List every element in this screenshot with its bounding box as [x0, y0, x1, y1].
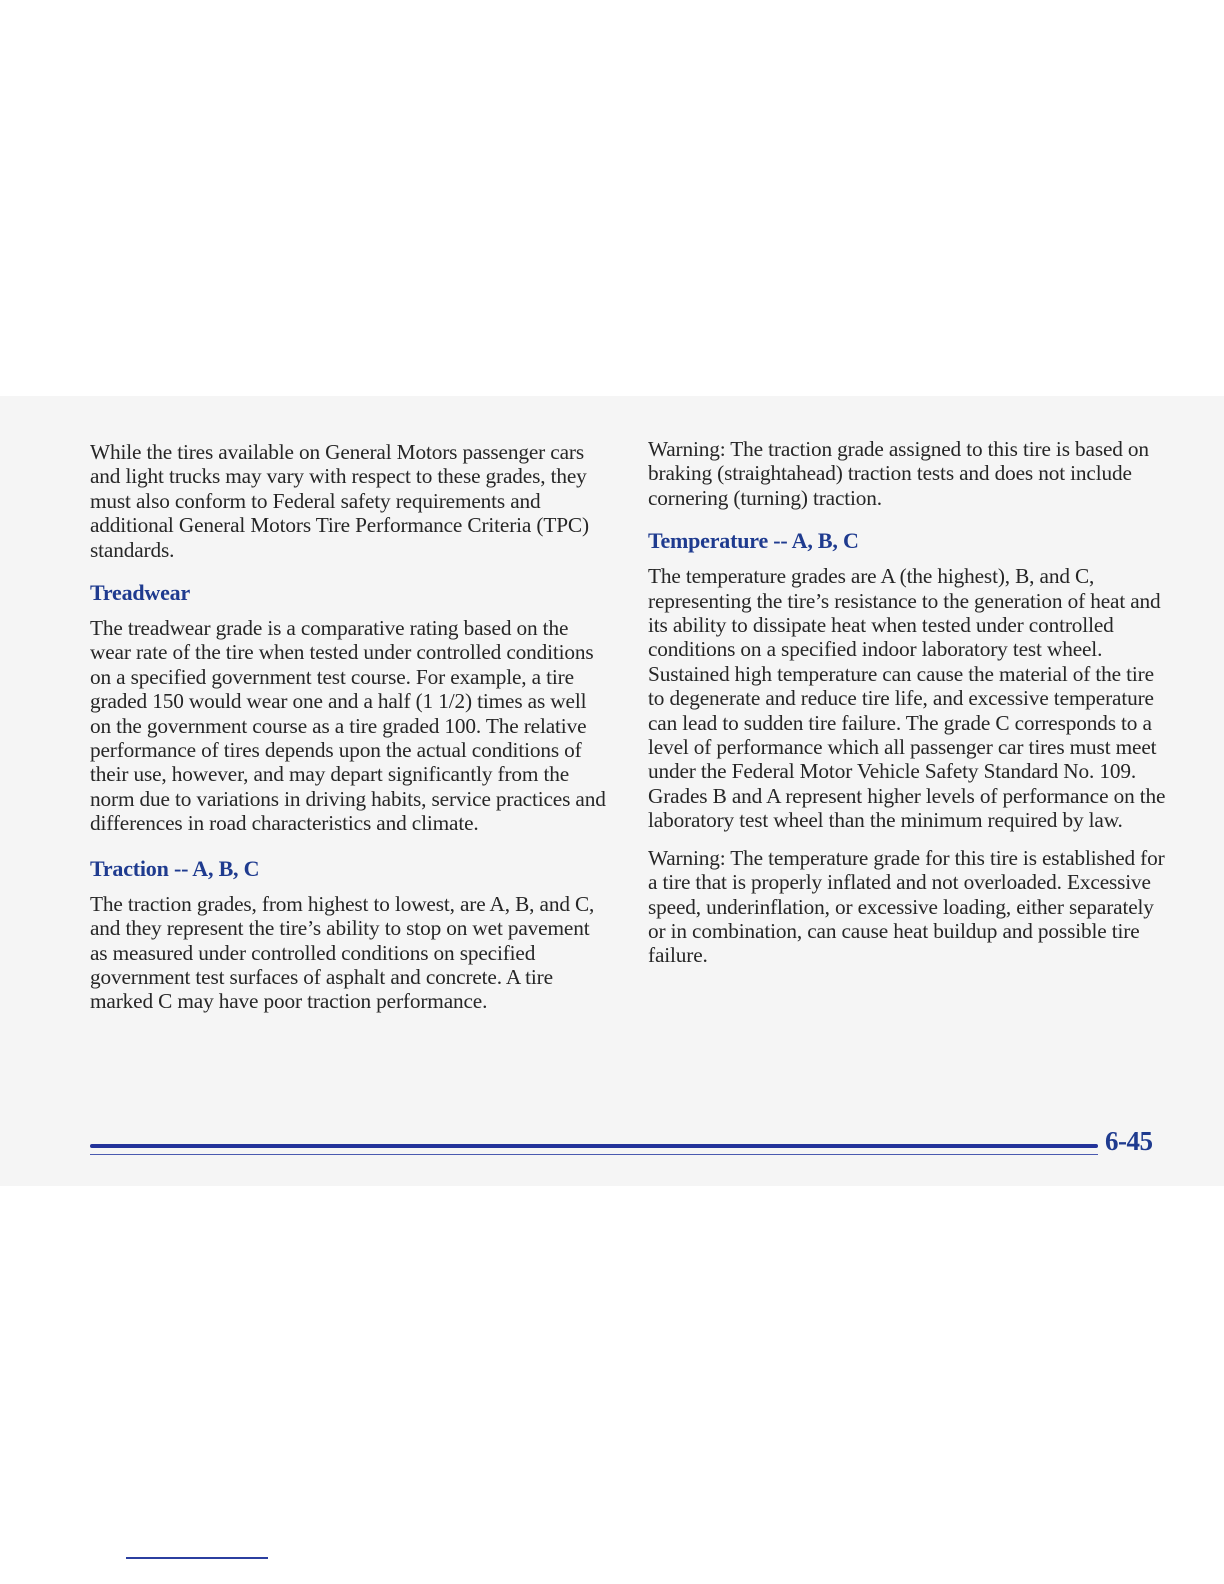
treadwear-heading: Treadwear [90, 580, 191, 606]
intro-paragraph: While the tires available on General Motors passenger cars and light trucks may vary with respect to these grades, they must also conform to Federal safety requirements and additional General Motors Tire Performance Criteria (TPC) standards. [90, 440, 589, 562]
traction-heading: Traction -- A, B, C [90, 855, 260, 881]
page-number: 6-45 [1105, 1126, 1153, 1156]
treadwear-paragraph: The treadwear grade is a comparative rating based on the wear rate of the tire when tested under controlled conditions on a specified government test course. For example, a tire graded 150 would wear one and a half (1 1/2) times as well on the government course as a tire graded 100. The relative performance of tires depends upon the actual conditions of their use, however, and may depart significantly from the norm due to variations in driving habits, service practices and differences in road characteristics and climate. [90, 616, 606, 836]
footer-thin-line [90, 1154, 1098, 1155]
traction-warning-paragraph: Warning: The traction grade assigned to this tire is based on braking (straightahead) traction tests and does not include cornering (turning) traction. [648, 437, 1149, 510]
temperature-warning-paragraph: Warning: The temperature grade for this tire is established for a tire that is properly inflated and not overloaded. Excessive speed, underinflation, or excessive loading, either separately or in combination, can cause heat buildup and possible tire failure. [648, 845, 1165, 968]
right-column [648, 437, 1168, 981]
left-column [90, 440, 610, 1027]
temperature-paragraph: The temperature grades are A (the highest), B, and C, representing the tire’s resistance to the generation of heat and its ability to dissipate heat when tested under controlled conditions on a specified indoor laboratory test wheel. Sustained high temperature can cause the material of the tire to degenerate and reduce tire life, and excessive temperature can lead to sudden tire failure. The grade C corresponds to a level of performance which all passenger car tires must meet under the Federal Motor Vehicle Safety Standard No. 109. Grades B and A represent higher levels of performance on the laboratory test wheel than the minimum required by law. [648, 564, 1166, 833]
traction-paragraph: The traction grades, from highest to lowest, are A, B, and C, and they represent the tire’s ability to stop on wet pavement as measured under controlled conditions on specified government test surfaces of asphalt and concrete. A tire marked C may have poor traction performance. [90, 891, 595, 1014]
bottom-divider [126, 1557, 268, 1559]
footer-thick-line [90, 1144, 1098, 1148]
footer-rule [90, 1138, 1098, 1168]
temperature-heading: Temperature -- A, B, C [648, 528, 859, 554]
